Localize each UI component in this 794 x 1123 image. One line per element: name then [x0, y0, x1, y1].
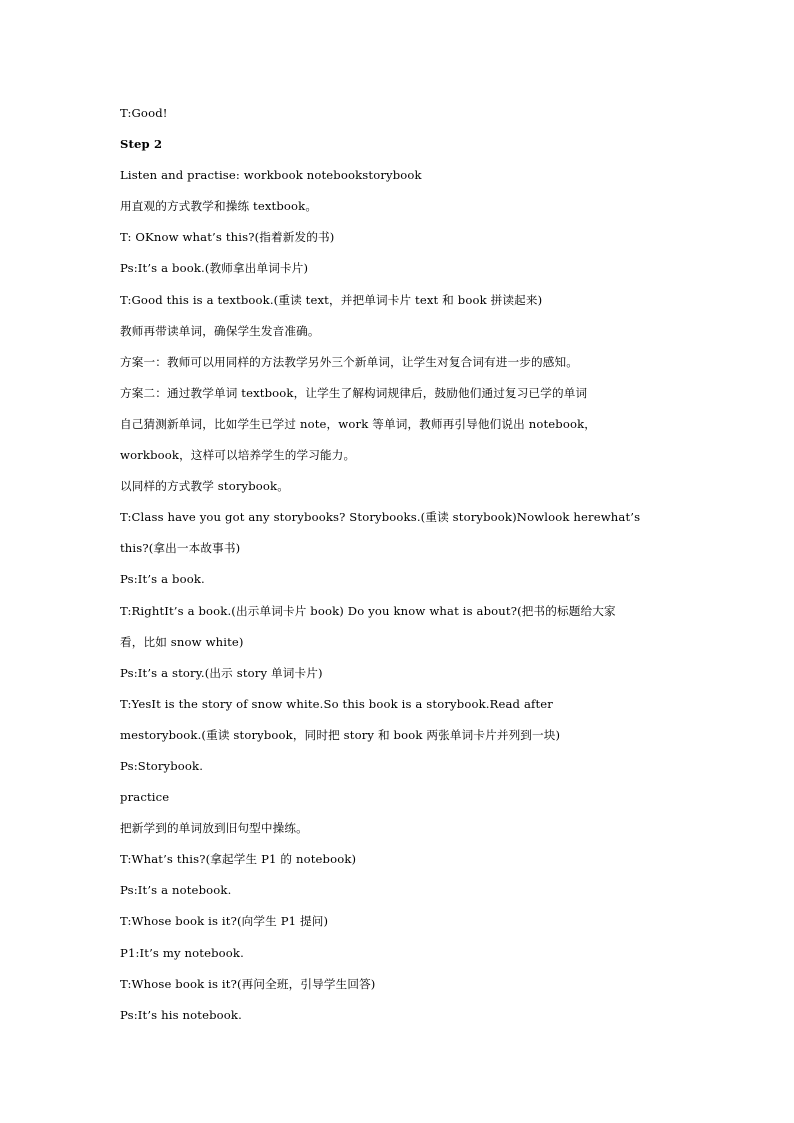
text-line: Ps:It’s a book. [120, 572, 205, 587]
text-line: T:Whose book is it?(向学生 P1 提问) [120, 914, 329, 929]
text-line: T:Class have you got any storybooks? Storybooks.(重读 storybook)Nowlook herewhat’s [120, 510, 641, 525]
text-line: 方案二：通过教学单词 textbook，让学生了解构词规律后，鼓励他们通过复习已学的单词 [120, 385, 588, 400]
text-line: workbook，这样可以培养学生的学习能力。 [120, 448, 356, 463]
text-line: 以同样的方式教学 storybook。 [120, 479, 289, 494]
text-line: T:Whose book is it?(再问全班，引导学生回答) [120, 976, 376, 991]
text-line: T:Good this is a textbook.(重读 text，并把单词卡片 text 和 book 拼读起来) [120, 292, 543, 307]
text-line: 教师再带读单词，确保学生发音准确。 [120, 323, 320, 338]
text-line: Ps:Storybook. [120, 758, 204, 773]
text-line: T:YesIt is the story of snow white.So this book is a storybook.Read after [120, 696, 553, 711]
text-line: T:Good! [120, 106, 168, 120]
step-heading: Step 2 [120, 137, 163, 152]
text-line: mestorybook.(重读 storybook，同时把 story 和 book 两张单词卡片并列到一块) [120, 727, 561, 742]
text-line: Ps:It’s his notebook. [120, 1007, 242, 1022]
text-line: 自己猜测新单词，比如学生已学过 note，work 等单词，教师再引导他们说出 notebook， [120, 416, 597, 431]
text-line: Listen and practise: workbook notebookstorybook [120, 168, 422, 183]
text-line: practice [120, 790, 170, 805]
text-line: 用直观的方式教学和操练 textbook。 [120, 199, 318, 214]
text-line: this?(拿出一本故事书) [120, 541, 241, 556]
text-line: T:What’s this?(拿起学生 P1 的 notebook) [120, 852, 357, 867]
text-line: T:RightIt’s a book.(出示单词卡片 book) Do you know what is about?(把书的标题给大家 [120, 603, 616, 618]
text-line: 方案一：教师可以用同样的方法教学另外三个新单词，让学生对复合词有进一步的感知。 [120, 354, 579, 369]
text-line: Ps:It’s a book.(教师拿出单词卡片) [120, 261, 309, 276]
text-line: Ps:It’s a notebook. [120, 883, 232, 898]
text-line: 看，比如 snow white) [120, 634, 244, 649]
text-line: Ps:It’s a story.(出示 story 单词卡片) [120, 665, 323, 680]
document-body [120, 101, 676, 1034]
text-line: T: OKnow what’s this?(指着新发的书) [120, 230, 335, 245]
text-line: P1:It’s my notebook. [120, 945, 244, 960]
text-line: 把新学到的单词放到旧句型中操练。 [120, 821, 308, 836]
